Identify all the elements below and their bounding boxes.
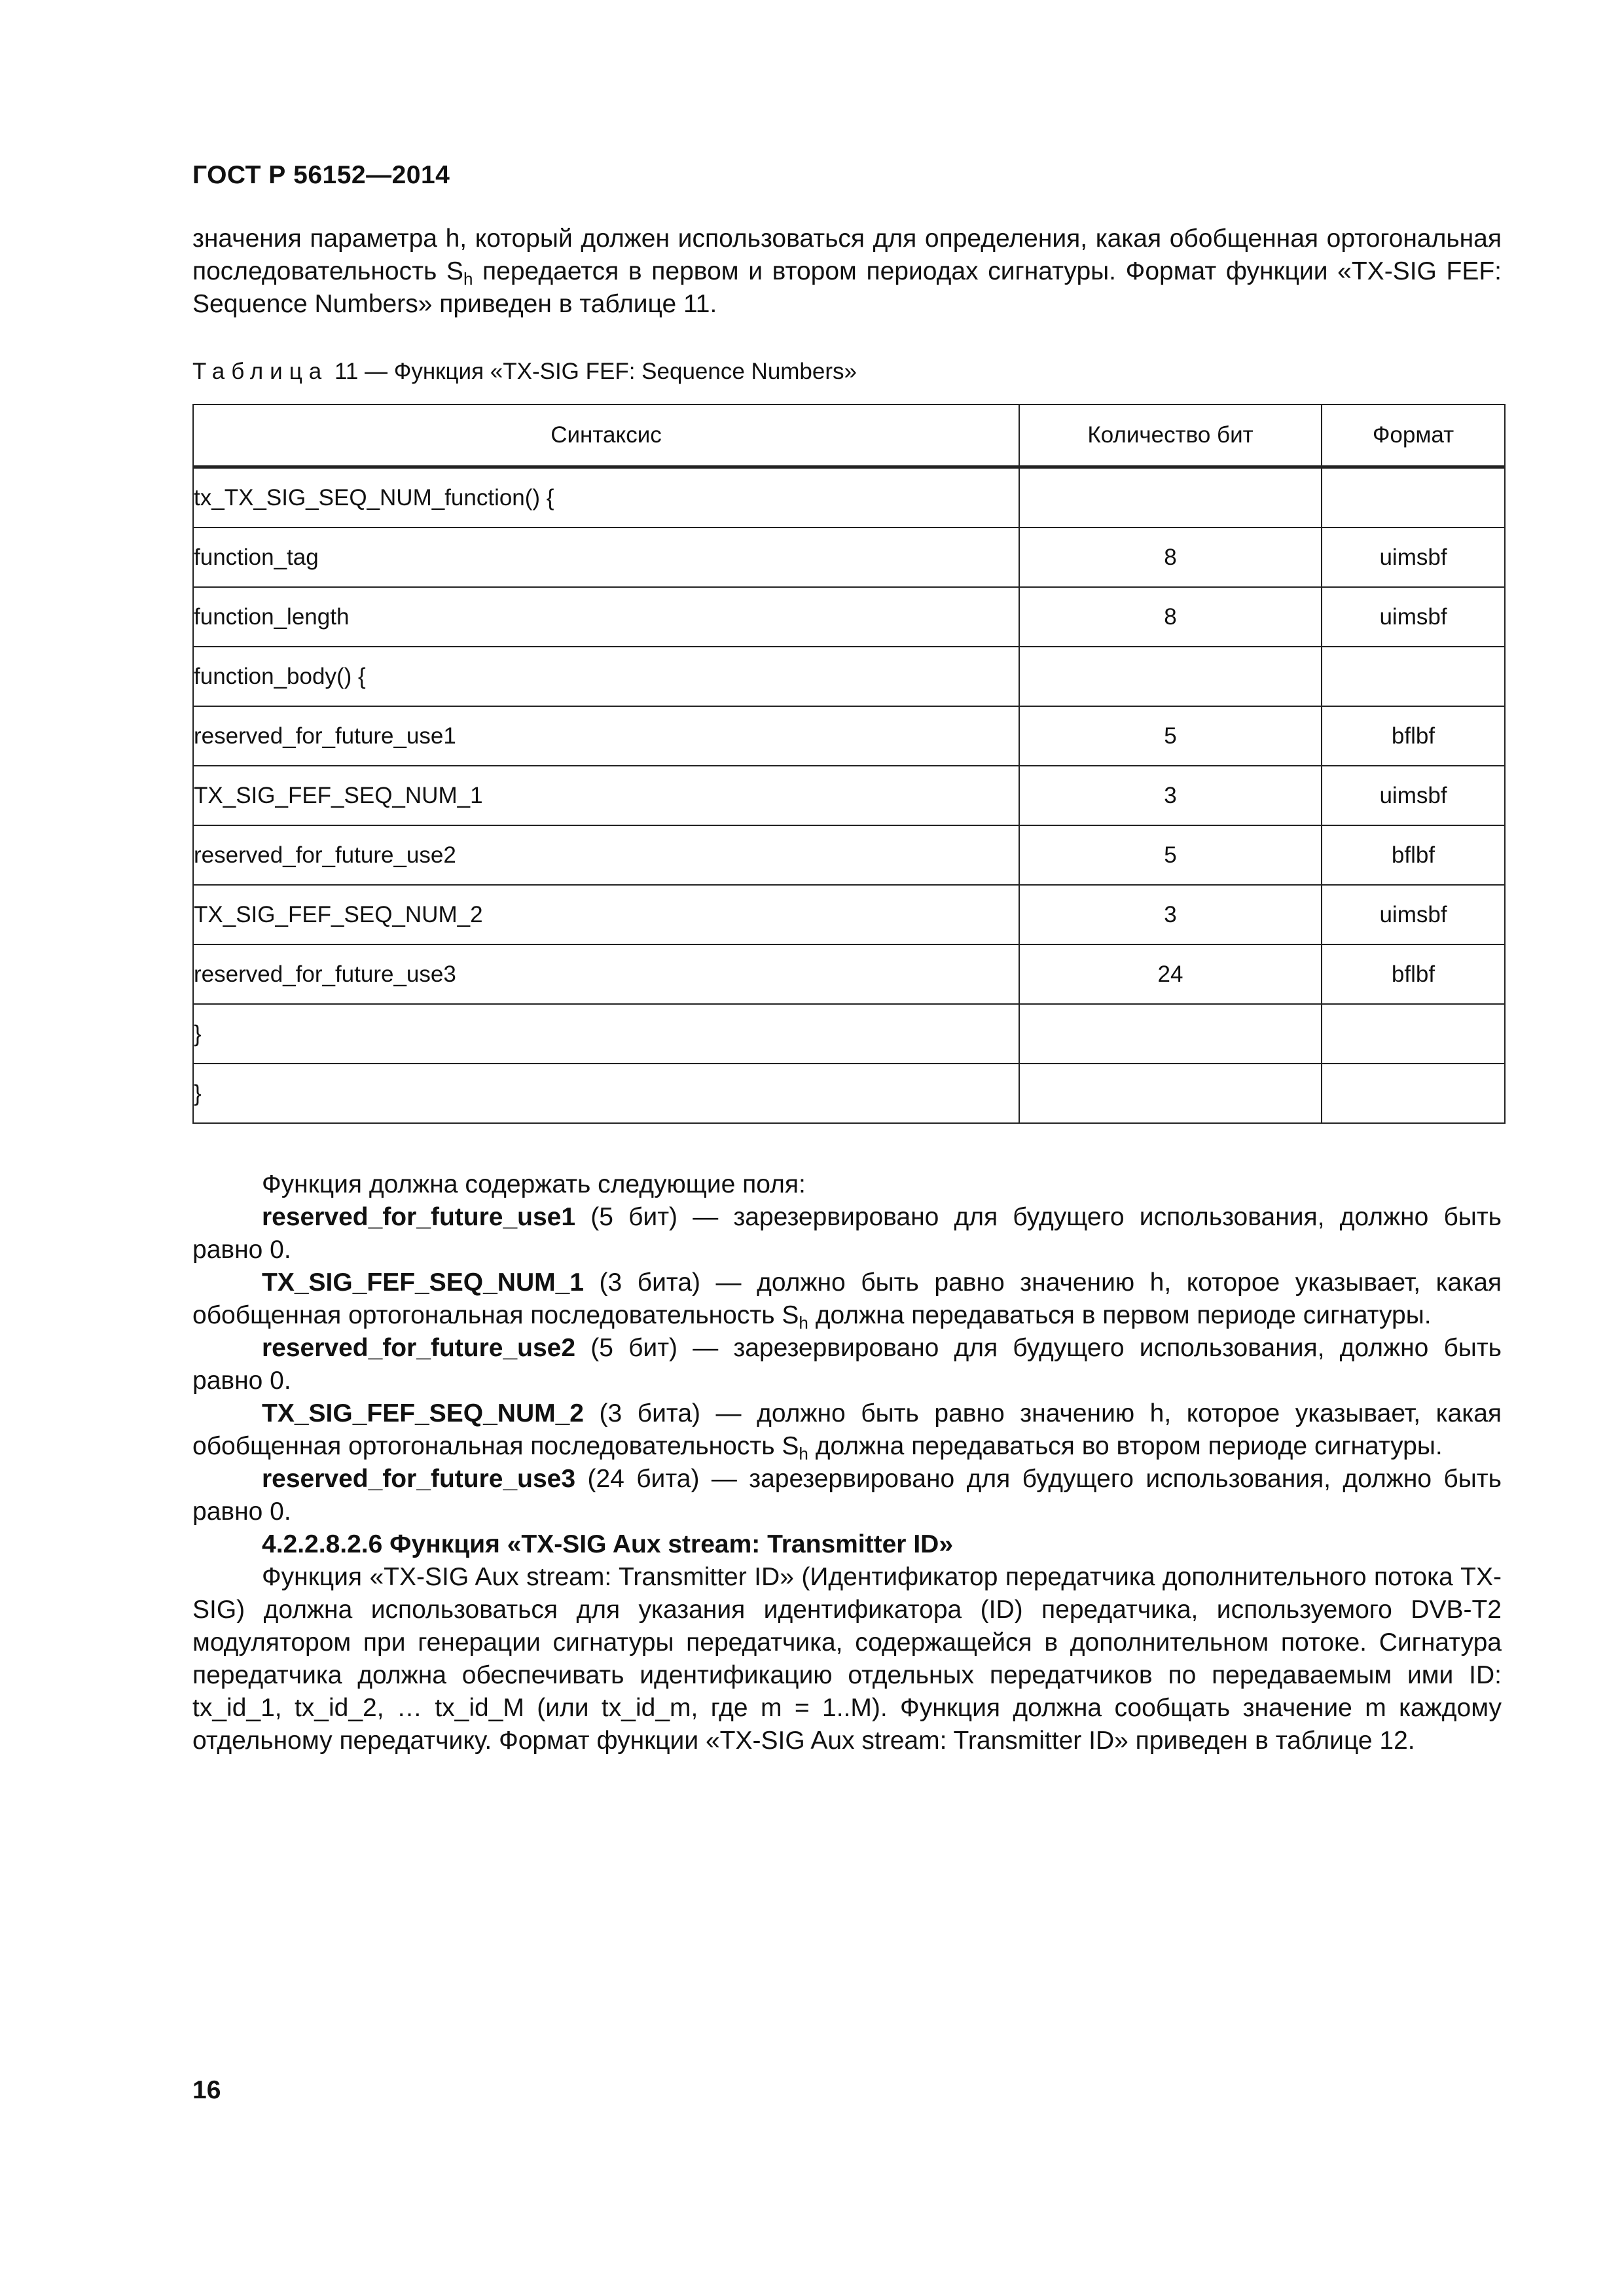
format-cell: uimsbf (1322, 587, 1505, 647)
format-cell: uimsbf (1322, 885, 1505, 944)
field-description (192, 1201, 1502, 1266)
syntax-cell: function_body() { (193, 647, 1019, 706)
syntax-cell: function_length (193, 587, 1019, 647)
table-row (193, 467, 1505, 528)
syntax-cell: TX_SIG_FEF_SEQ_NUM_1 (193, 766, 1019, 825)
field-name: reserved_for_future_use3 (262, 1465, 576, 1493)
format-cell: bflbf (1322, 706, 1505, 766)
syntax-cell: function_tag (193, 528, 1019, 587)
table-caption-word: Таблица (192, 359, 329, 384)
table-caption-title: 11 — Функция «TX-SIG FEF: Sequence Numbers» (328, 359, 857, 384)
syntax-cell: TX_SIG_FEF_SEQ_NUM_2 (193, 885, 1019, 944)
table-row (193, 1004, 1505, 1064)
section-heading-text: 4.2.2.8.2.6 Функция «TX-SIG Aux stream: Transmitter ID» (262, 1530, 954, 1558)
section-heading (192, 1528, 1502, 1561)
field-name: reserved_for_future_use2 (262, 1334, 576, 1362)
fields-description (192, 1168, 1502, 1757)
format-cell: bflbf (1322, 944, 1505, 1004)
table-row (193, 825, 1505, 885)
syntax-cell: tx_TX_SIG_SEQ_NUM_function() { (193, 467, 1019, 528)
syntax-cell: reserved_for_future_use3 (193, 944, 1019, 1004)
bits-cell (1019, 1004, 1322, 1064)
bits-cell: 8 (1019, 587, 1322, 647)
syntax-table (192, 404, 1506, 1124)
table-row (193, 528, 1505, 587)
bits-cell (1019, 467, 1322, 528)
intro-paragraph (192, 223, 1502, 321)
field-description (192, 1266, 1502, 1332)
page-number: 16 (192, 2076, 221, 2104)
intro-text-1: значения параметра h, который должен использоваться для определения, какая обобщенная ортогональная последовательность S (192, 224, 1502, 285)
field-text: (5 бит) — зарезервировано для будущего использования, должно быть равно 0. (192, 1203, 1502, 1264)
format-cell (1322, 1004, 1505, 1064)
format-cell: bflbf (1322, 825, 1505, 885)
field-description (192, 1332, 1502, 1397)
intro-text-2: передается в первом и втором периодах сигнатуры. Формат функции «TX-SIG FEF: Sequence Numbers» приведен в таблице 11. (192, 257, 1502, 318)
bits-cell: 3 (1019, 766, 1322, 825)
bits-cell: 5 (1019, 706, 1322, 766)
header-syntax: Синтаксис (193, 404, 1019, 467)
field-text: (3 бита) — должно быть равно значению h, которое указывает, какая обобщенная ортогональная последовательность S (192, 1268, 1502, 1329)
syntax-cell: } (193, 1004, 1019, 1064)
field-subscript: h (799, 1444, 808, 1463)
table-row (193, 706, 1505, 766)
field-name: TX_SIG_FEF_SEQ_NUM_1 (262, 1268, 584, 1297)
header-format: Формат (1322, 404, 1505, 467)
bits-cell (1019, 647, 1322, 706)
syntax-cell: reserved_for_future_use1 (193, 706, 1019, 766)
bits-cell (1019, 1064, 1322, 1123)
format-cell (1322, 647, 1505, 706)
table-row (193, 766, 1505, 825)
document-header: ГОСТ Р 56152—2014 (192, 161, 450, 189)
field-subscript: h (799, 1313, 808, 1333)
table-header-row (193, 404, 1505, 467)
syntax-cell: reserved_for_future_use2 (193, 825, 1019, 885)
table-row (193, 587, 1505, 647)
field-text: (24 бита) — зарезервировано для будущего использования, должно быть равно 0. (192, 1465, 1502, 1526)
bits-cell: 3 (1019, 885, 1322, 944)
table-row (193, 944, 1505, 1004)
field-description (192, 1463, 1502, 1528)
table-row (193, 885, 1505, 944)
field-name: reserved_for_future_use1 (262, 1203, 576, 1231)
format-cell (1322, 1064, 1505, 1123)
bits-cell: 8 (1019, 528, 1322, 587)
syntax-cell: } (193, 1064, 1019, 1123)
section-body: Функция «TX-SIG Aux stream: Transmitter ID» (Идентификатор передатчика дополнительного потока TX-SIG) должна использоваться для указания идентификатора (ID) передатчика, используемого DVB-T2 модулятором при генерации сигнатуры передатчика, содержащейся в дополнительном потоке. Сигнатура передатчика должна обеспечивать идентификацию отдельных передатчиков по передаваемым ими ID: tx_id_1, tx_id_2, … tx_id_M (или tx_id_m, где m = 1..M). Функция должна сообщать значение m каждому отдельному передатчику. Формат функции «TX-SIG Aux stream: Transmitter ID» приведен в таблице 12. (192, 1563, 1502, 1755)
format-cell (1322, 467, 1505, 528)
table-row (193, 1064, 1505, 1123)
intro-subscript: h (463, 269, 473, 289)
table-caption (192, 357, 857, 386)
field-name: TX_SIG_FEF_SEQ_NUM_2 (262, 1399, 584, 1427)
field-text: должна передаваться во втором периоде сигнатуры. (808, 1432, 1443, 1460)
field-description (192, 1397, 1502, 1463)
field-text: (5 бит) — зарезервировано для будущего использования, должно быть равно 0. (192, 1334, 1502, 1395)
field-text: должна передаваться в первом периоде сигнатуры. (808, 1301, 1432, 1329)
field-text: (3 бита) — должно быть равно значению h, которое указывает, какая обобщенная ортогональная последовательность S (192, 1399, 1502, 1460)
bits-cell: 24 (1019, 944, 1322, 1004)
table-row (193, 647, 1505, 706)
format-cell: uimsbf (1322, 766, 1505, 825)
format-cell: uimsbf (1322, 528, 1505, 587)
fields-intro: Функция должна содержать следующие поля: (262, 1170, 806, 1198)
bits-cell: 5 (1019, 825, 1322, 885)
header-bits: Количество бит (1019, 404, 1322, 467)
